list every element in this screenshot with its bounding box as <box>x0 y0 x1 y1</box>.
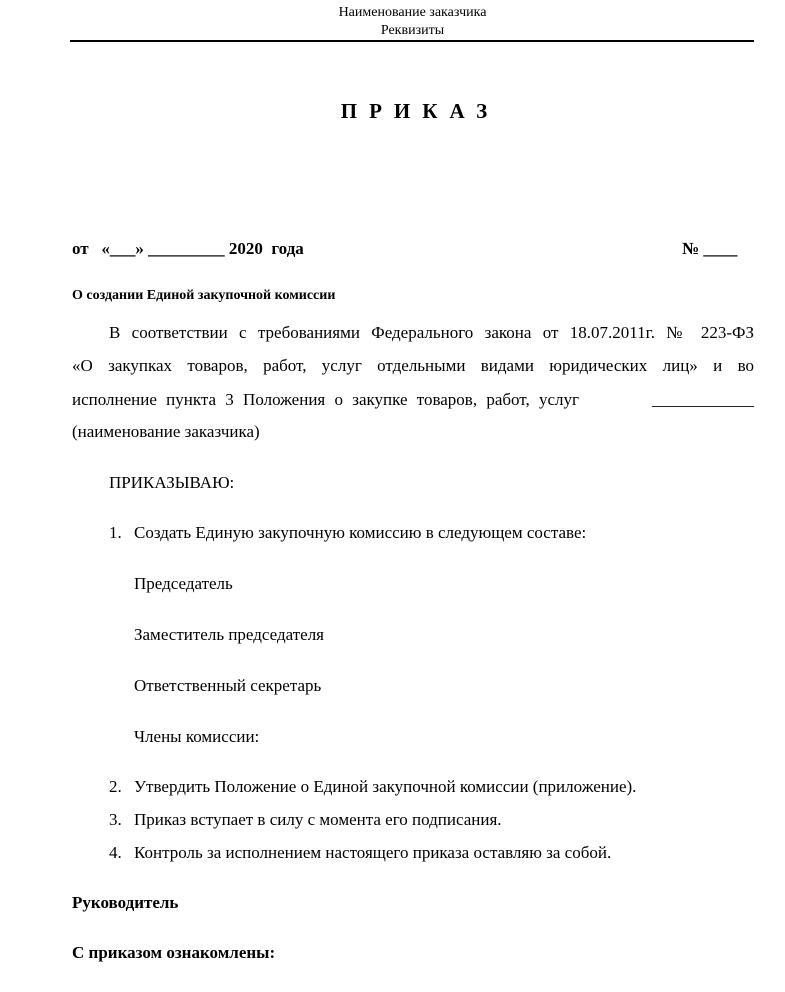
date-month-blank: _________ <box>148 239 225 258</box>
item-3-number: 3. <box>109 810 122 829</box>
acquainted-label: С приказом ознакомлены: <box>72 943 276 962</box>
preamble-line-3 <box>72 390 754 410</box>
date-line <box>72 239 304 259</box>
preamble-line-3-text: исполнение пункта 3 Положения о закупке товаров, работ, услуг <box>72 390 579 409</box>
date-open-quote: « <box>101 239 110 258</box>
commission-chairman: Председатель <box>134 574 233 593</box>
commission-members: Члены комиссии: <box>134 727 260 746</box>
order-number <box>682 239 737 259</box>
preamble-line-1-text: В соответствии с требованиями Федерального закона от 18.07.2011г. № 223-ФЗ <box>109 323 754 342</box>
commission-secretary: Ответственный секретарь <box>134 676 322 695</box>
item-3-text: Приказ вступает в силу с момента его подписания. <box>134 810 502 829</box>
commission-deputy: Заместитель председателя <box>134 625 324 644</box>
head-signature: Руководитель <box>72 893 179 912</box>
item-2-text: Утвердить Положение о Единой закупочной комиссии (приложение). <box>134 777 637 796</box>
item-4-number: 4. <box>109 843 122 862</box>
date-prefix: от <box>72 239 89 258</box>
order-word: ПРИКАЗЫВАЮ: <box>109 473 235 492</box>
requisites-header: Реквизиты <box>380 23 445 38</box>
item-1-number: 1. <box>109 523 122 542</box>
number-blank: ____ <box>703 239 738 258</box>
customer-name-blank: ____________ <box>652 390 754 409</box>
item-1-text: Создать Единую закупочную комиссию в следующем составе: <box>134 523 587 542</box>
customer-name-header: Наименование заказчика <box>338 5 487 20</box>
date-day-blank: ___ <box>109 239 136 258</box>
preamble-line-1 <box>72 323 754 343</box>
order-subject: О создании Единой закупочной комиссии <box>72 288 336 303</box>
preamble-line-2: «О закупках товаров, работ, услуг отдельными видами юридических лиц» и во <box>72 356 754 375</box>
date-close-quote: » <box>135 239 144 258</box>
item-4-text: Контроль за исполнением настоящего приказа оставляю за собой. <box>134 843 612 862</box>
date-year: 2020 <box>228 239 263 258</box>
number-label: № <box>682 239 700 258</box>
date-year-word: года <box>271 239 304 258</box>
item-2-number: 2. <box>109 777 122 796</box>
document-title: ПРИКАЗ <box>340 99 500 123</box>
preamble-line-4: (наименование заказчика) <box>72 422 260 441</box>
header-divider <box>70 40 754 42</box>
